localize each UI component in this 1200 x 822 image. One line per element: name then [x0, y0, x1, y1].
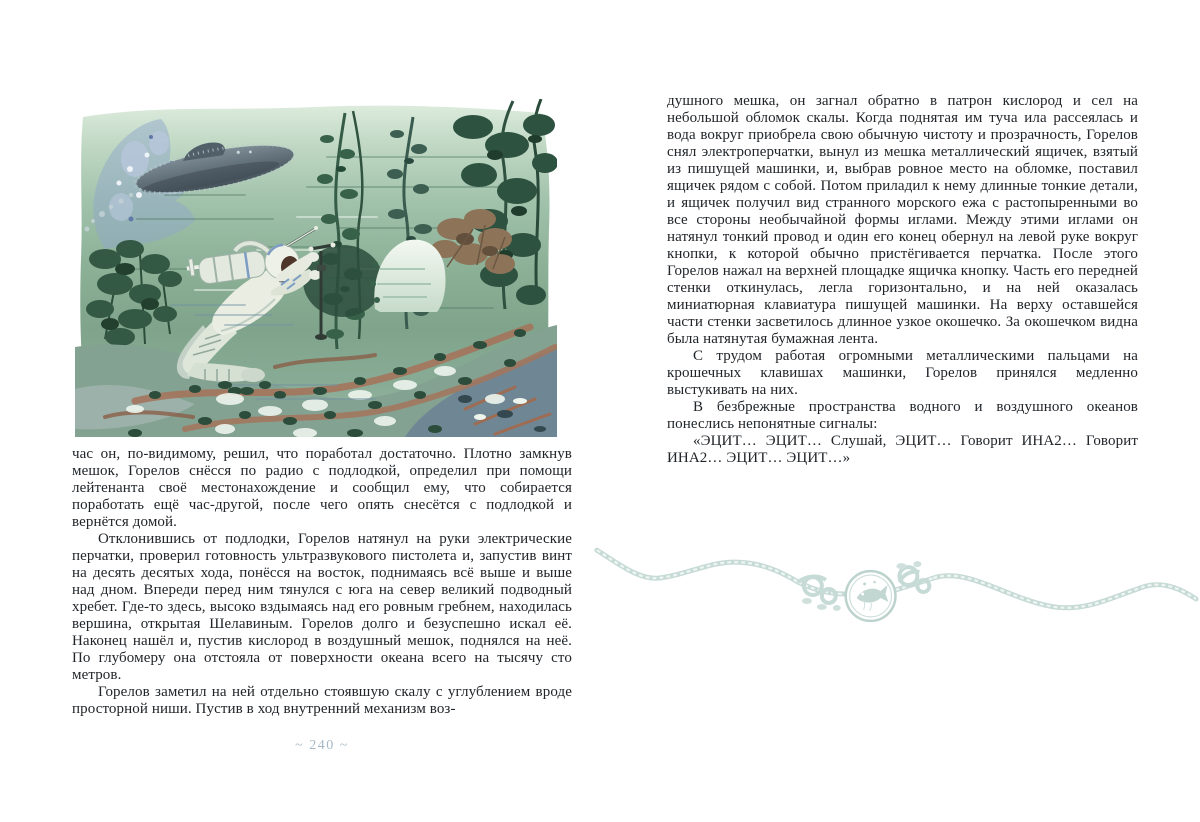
paragraph: «ЭЦИТ… ЭЦИТ… Слушай, ЭЦИТ… Говорит ИНА2… Говорит ИНА2… ЭЦИТ… ЭЦИТ…»: [667, 433, 1138, 466]
paragraph: Горелов заметил на ней отдельно стоявшую скалу с углублением вроде просторной ниши. Пустив в ход внутренний механизм воз-: [72, 684, 572, 717]
right-text-column: [667, 93, 1138, 467]
fish-medallion: [846, 571, 896, 621]
paragraph: В безбрежные пространства водного и воздушного океанов понеслись непонятные сигналы:: [667, 399, 1138, 432]
paragraph: С трудом работая огромными металлическими пальцами на крошечных клавишах машинки, Горелов принялся медленно выстукивать на них.: [667, 348, 1138, 398]
rope-divider: [583, 540, 1200, 645]
page-number: ~ 240 ~: [295, 738, 349, 753]
paragraph: душного мешка, он загнал обратно в патрон кислород и сел на небольшой обломок скалы. Когда поднятая им туча ила рассеялась и вода вокруг приобрела свою обычную чистоту и прозрачность, Горелов снял электроперчатки, вынул из мешка металлический ящичек, взятый из пишущей машинки, и, выбрав ровное место на обломке, поставил ящичек рядом с собой. Потом приладил к нему длинные тонкие детали, и ящичек получил вид странного морского ежа с растопыренными во все стороны необычайной формы иглами. Между этими иглами он натянул тонкий провод и один его конец обернул на левой руке вокруг кнопки, к которой обычно пристёгивается перчатка. После этого Горелов нажал на верхней площадке ящичка кнопку. Часть его передней стенки откинулась, легла горизонтально, и на ней оказалась миниатюрная клавиатура пишущей машинки. На верху оставшейся части стенки засветилось длинное узкое окошечко. За окошечком видна была натянутая бумажная лента.: [667, 93, 1138, 347]
paragraph: Отклонившись от подлодки, Горелов натянул на руки электрические перчатки, проверил готовность ультразвукового пистолета и, запустив винт на десять десятых хода, понёсся на восток, поднимаясь всё выше и выше над дном. Впереди перед ним тянулся с юга на север великий подводный хребет. Где-то здесь, высоко вздымаясь над его ровным гребнем, находилась вершина, открытая Шелавиным. Горелов долго и безуспешно искал её. Наконец нашёл и, пустив кислород в воздушный мешок, поднялся на неё. По глубомеру она отстояла от поверхности океана всего на тысячу сто метров.: [72, 531, 572, 683]
paragraph: час он, по-видимому, решил, что поработал достаточно. Плотно замкнув мешок, Горелов снёсся по радио с подлодкой, определил при помощи лейтенанта своё местонахождение и сообщил ему, что собирается поработать ещё час-другой, после чего опять снесётся с подлодкой и вернётся домой.: [72, 446, 572, 530]
